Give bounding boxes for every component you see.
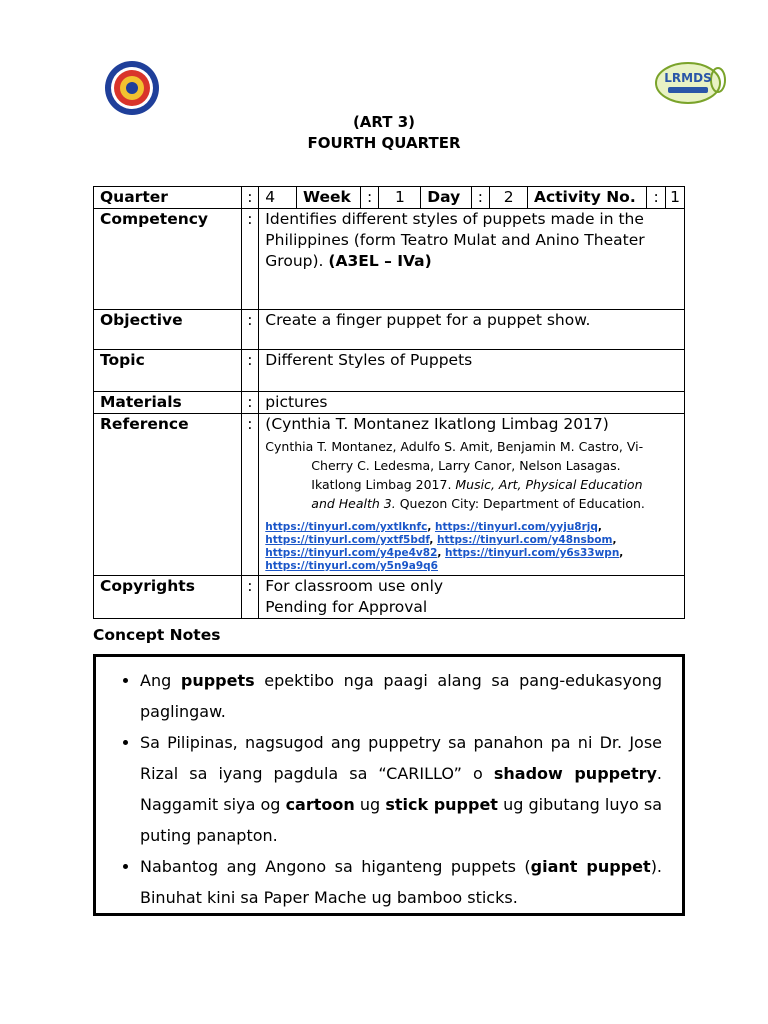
page-subtitle: FOURTH QUARTER [307,134,461,152]
day-value: 2 [490,187,528,209]
table-row-competency: Competency : Identifies different styles of puppets made in the Philippines (form Teatro Mulat and Anino Theater Group). (A3EL – IVa) [94,209,685,310]
deped-seal-logo [104,60,160,116]
reference-main: (Cynthia T. Montanez Ikatlong Limbag 2017) [265,415,609,433]
list-item: • Ang puppets epektibo nga paagi alang sa pang-edukasyong paglingaw. [140,665,662,727]
table-row-objective: Objective : Create a finger puppet for a puppet show. [94,310,685,350]
reference-link[interactable]: https://tinyurl.com/yyju8rjq [434,521,598,533]
objective-label: Objective [94,310,242,350]
concept-notes-box [93,654,685,916]
table-row-reference: Reference : (Cynthia T. Montanez Ikatlong Limbag 2017) Cynthia T. Montanez, Adulfo S. Amit, Benjamin M. Castro, Vi- Cherry C. Ledesma, Larry Canor, Nelson Lasagas. Ikatlong Limbag 2017. Music, Art, Physical Education and Health 3. Quezon City: Department of Education. https://tinyurl.com/yxtlknfc, https://tinyurl.com/yyju8rjq, https://tinyurl.com/yxtf5bdf, https://tinyurl.com/y48nsbom, https://tinyurl.com/y4pe4v82, https://tinyurl.com/y6s33wpn, https://tinyurl.com/y5n9a9q6 [94,414,685,576]
objective-text: Create a finger puppet for a puppet show. [259,310,685,350]
reference-link[interactable]: https://tinyurl.com/y4pe4v82 [265,547,438,559]
copyrights-text: For classroom use only Pending for Approval [259,576,685,619]
table-row-copyrights: Copyrights : For classroom use only Pending for Approval [94,576,685,619]
reference-citation: Cynthia T. Montanez, Adulfo S. Amit, Benjamin M. Castro, Vi- Cherry C. Ledesma, Larry Canor, Nelson Lasagas. Ikatlong Limbag 2017. Music, Art, Physical Education and Health 3. Quezon City: Department of Education. [265,439,645,511]
topic-text: Different Styles of Puppets [259,350,685,392]
activity-value: 1 [666,187,685,209]
lrmds-logo [652,58,726,108]
reference-label: Reference [94,414,242,576]
reference-link[interactable]: https://tinyurl.com/y5n9a9q6 [265,560,438,572]
svg-text:LRMDS: LRMDS [664,71,712,85]
competency-label: Competency [94,209,242,310]
quarter-value: 4 [259,187,297,209]
reference-link[interactable]: https://tinyurl.com/yxtf5bdf [265,534,430,546]
table-row-topic: Topic : Different Styles of Puppets [94,350,685,392]
activity-label: Activity No. [527,187,646,209]
day-label: Day [421,187,471,209]
reference-link[interactable]: https://tinyurl.com/yxtlknfc [265,521,428,533]
quarter-label: Quarter [94,187,242,209]
concept-notes-title: Concept Notes [93,626,221,644]
materials-text: pictures [259,392,685,414]
reference-cell [259,414,685,576]
reference-link[interactable]: https://tinyurl.com/y6s33wpn [445,547,620,559]
lesson-info-table [93,186,685,619]
competency-code: (A3EL – IVa) [328,252,432,270]
list-item: • Nabantog ang Angono sa higanteng puppets (giant puppet). Binuhat kini sa Paper Mache ug bamboo sticks. [140,851,662,913]
week-label: Week [296,187,360,209]
reference-link[interactable]: https://tinyurl.com/y48nsbom [437,534,613,546]
week-value: 1 [379,187,421,209]
topic-label: Topic [94,350,242,392]
concept-notes-list [96,665,682,913]
page-title: (ART 3) [352,113,416,131]
list-item: • Sa Pilipinas, nagsugod ang puppetry sa panahon pa ni Dr. Jose Rizal sa iyang pagdula sa “CARILLO” o shadow puppetry. Naggamit siya og cartoon ug stick puppet ug gibutang luyo sa puting panapton. [140,727,662,851]
competency-text: Identifies different styles of puppets made in the Philippines (form Teatro Mulat and Anino Theater Group). (A3EL – IVa) [259,209,685,310]
materials-label: Materials [94,392,242,414]
table-row-header: Quarter : 4 Week : 1 Day : 2 Activity No. : 1 [94,187,685,209]
copyrights-label: Copyrights [94,576,242,619]
reference-links: https://tinyurl.com/yxtlknfc, https://tinyurl.com/yyju8rjq, https://tinyurl.com/yxtf5bdf, https://tinyurl.com/y48nsbom, https://tinyurl.com/y4pe4v82, https://tinyurl.com/y6s33wpn, https://tinyurl.com/y5n9a9q6 [265,521,624,572]
table-row-materials: Materials : pictures [94,392,685,414]
